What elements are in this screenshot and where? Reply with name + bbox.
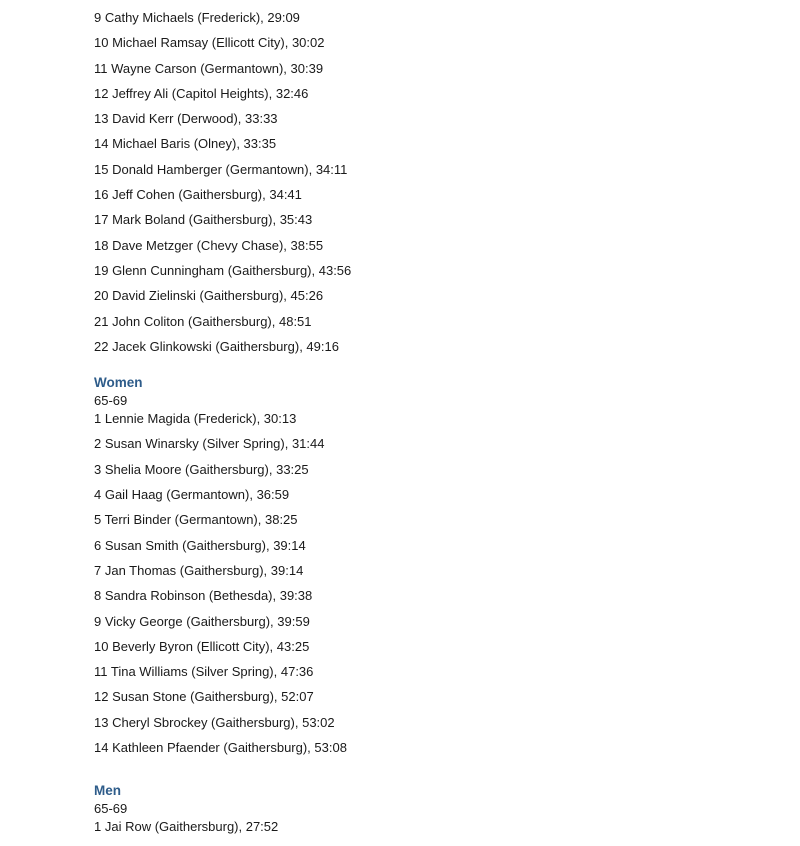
result-entry: 15 Donald Hamberger (Germantown), 34:11 — [94, 161, 348, 177]
result-entry: 13 David Kerr (Derwood), 33:33 — [94, 111, 278, 127]
result-entry: 10 Michael Ramsay (Ellicott City), 30:02 — [94, 35, 325, 51]
result-entry: 9 Vicky George (Gaithersburg), 39:59 — [94, 613, 310, 629]
result-entry: 6 Susan Smith (Gaithersburg), 39:14 — [94, 537, 306, 553]
men-section — [94, 782, 774, 843]
result-entry: 20 David Zielinski (Gaithersburg), 45:26 — [94, 288, 324, 304]
section-title-men: Men — [94, 783, 121, 799]
result-entry: 8 Sandra Robinson (Bethesda), 39:38 — [94, 588, 313, 604]
result-entry: 14 Michael Baris (Olney), 33:35 — [94, 136, 277, 152]
result-entry: 19 Glenn Cunningham (Gaithersburg), 43:56 — [94, 262, 352, 278]
result-entry: 5 Terri Binder (Germantown), 38:25 — [94, 512, 298, 528]
result-entry: 21 John Coliton (Gaithersburg), 48:51 — [94, 313, 312, 329]
result-entry: 11 Tina Williams (Silver Spring), 47:36 — [94, 664, 314, 680]
results-document — [94, 0, 774, 844]
result-entry: 1 Jai Row (Gaithersburg), 27:52 — [94, 819, 279, 835]
women-section — [94, 374, 774, 764]
result-entry: 22 Jacek Glinkowski (Gaithersburg), 49:16 — [94, 338, 339, 354]
result-entry: 13 Cheryl Sbrockey (Gaithersburg), 53:02 — [94, 714, 335, 730]
result-entry: 12 Jeffrey Ali (Capitol Heights), 32:46 — [94, 85, 309, 101]
result-entry: 3 Shelia Moore (Gaithersburg), 33:25 — [94, 461, 309, 477]
result-entry: 12 Susan Stone (Gaithersburg), 52:07 — [94, 689, 314, 705]
result-entry: 2 Susan Winarsky (Silver Spring), 31:44 — [94, 436, 325, 452]
result-entry: 14 Kathleen Pfaender (Gaithersburg), 53:08 — [94, 740, 347, 756]
result-entry: 11 Wayne Carson (Germantown), 30:39 — [94, 60, 324, 76]
result-entry: 17 Mark Boland (Gaithersburg), 35:43 — [94, 212, 313, 228]
result-entry: 10 Beverly Byron (Ellicott City), 43:25 — [94, 638, 310, 654]
result-entry: 4 Gail Haag (Germantown), 36:59 — [94, 487, 290, 503]
section-title-women: Women — [94, 375, 143, 391]
result-entry: 1 Lennie Magida (Frederick), 30:13 — [94, 411, 297, 427]
result-entry: 18 Dave Metzger (Chevy Chase), 38:55 — [94, 237, 324, 253]
men-continued-list — [94, 9, 774, 363]
result-entry: 7 Jan Thomas (Gaithersburg), 39:14 — [94, 562, 304, 578]
result-entry: 9 Cathy Michaels (Frederick), 29:09 — [94, 10, 300, 25]
age-group-label: 65-69 — [94, 801, 128, 817]
result-entry: 16 Jeff Cohen (Gaithersburg), 34:41 — [94, 187, 302, 203]
age-group-label: 65-69 — [94, 393, 128, 409]
